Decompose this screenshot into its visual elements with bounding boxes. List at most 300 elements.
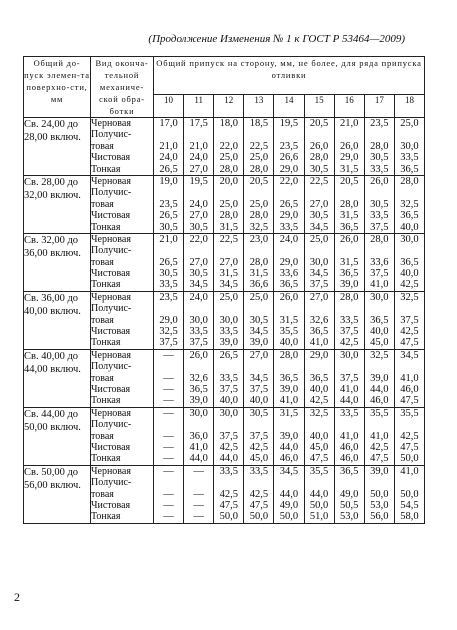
allowance-value: 42,5 (340, 337, 359, 349)
allowance-value (154, 303, 183, 314)
allowance-value: 54,5 (400, 499, 419, 511)
allowance-value: 19,0 (159, 175, 178, 187)
allowance-value: 20,0 (219, 175, 238, 187)
allowance-value (184, 187, 213, 198)
allowance-value: 36,5 (370, 314, 389, 326)
allowance-values (154, 233, 184, 291)
allowance-value: 30,5 (249, 407, 269, 419)
allowance-value: 29,0 (159, 314, 178, 326)
machining-type-label: Тонкая (91, 221, 121, 233)
allowance-values (364, 118, 394, 176)
allowance-value: 30,5 (159, 268, 178, 280)
allowance-value: — (163, 407, 174, 419)
machining-types (91, 349, 154, 407)
allowance-value: 25,0 (249, 198, 269, 210)
machining-type-label: Получис- (91, 187, 132, 199)
row-number-13: 13 (244, 94, 274, 117)
tolerance-range: Св. 24,00 до 28,00 включ. (24, 118, 91, 176)
allowance-value (395, 361, 424, 372)
machining-types (91, 233, 154, 291)
allowance-values (244, 407, 274, 465)
allowance-value: 33,5 (249, 465, 269, 477)
allowance-value: 40,0 (249, 395, 269, 407)
allowance-value: 37,5 (249, 430, 269, 442)
allowance-value: 34,5 (309, 268, 329, 280)
allowance-value: 36,5 (400, 256, 419, 268)
allowance-values (394, 407, 424, 465)
machining-type-label: Получис- (91, 361, 132, 373)
allowance-value: — (163, 349, 174, 361)
allowance-value (244, 245, 273, 256)
allowance-value: 33,5 (189, 326, 208, 338)
allowance-value (184, 361, 213, 372)
allowance-values (154, 118, 184, 176)
tolerance-range: Св. 50,00 до 56,00 включ. (24, 465, 91, 523)
allowance-value: 27,0 (189, 256, 208, 268)
allowance-value: 36,6 (249, 279, 269, 291)
allowance-values (364, 233, 394, 291)
allowance-value: 37,5 (159, 337, 178, 349)
allowance-value (154, 477, 183, 488)
allowance-value: 33,5 (219, 465, 238, 477)
allowance-value: 42,5 (249, 488, 269, 500)
allowance-values (394, 291, 424, 349)
allowance-value: — (163, 511, 174, 523)
allowance-values (274, 291, 304, 349)
allowance-values (334, 291, 364, 349)
allowance-value (154, 187, 183, 198)
allowance-value (244, 187, 273, 198)
allowance-value (395, 477, 424, 488)
allowance-values (304, 349, 334, 407)
allowance-value: 31,5 (279, 407, 299, 419)
allowance-value: 29,0 (279, 210, 299, 222)
machining-type-label: Тонкая (91, 163, 121, 175)
allowance-value: 44,0 (219, 453, 238, 465)
allowance-value (365, 419, 394, 430)
allowance-value (214, 419, 243, 430)
allowance-value (154, 129, 183, 140)
allowance-value: 26,6 (279, 152, 299, 164)
allowance-value: 39,0 (340, 279, 359, 291)
allowance-value: 26,0 (370, 175, 389, 187)
machining-types (91, 465, 154, 523)
allowance-value: 39,0 (189, 395, 208, 407)
machining-type-label: Чистовая (91, 441, 131, 453)
machining-type-label: Черновая (91, 349, 131, 361)
allowance-value: 24,0 (189, 291, 208, 303)
allowance-value (184, 245, 213, 256)
allowance-value: 34,5 (189, 279, 208, 291)
allowance-value: 47,5 (400, 441, 419, 453)
allowance-value (154, 419, 183, 430)
allowance-value (335, 187, 364, 198)
machining-type-label: товая (91, 314, 114, 326)
allowance-values (184, 407, 214, 465)
allowance-value (365, 187, 394, 198)
allowance-value: 40,0 (279, 337, 299, 349)
allowance-value (365, 245, 394, 256)
allowance-value: 45,0 (309, 441, 329, 453)
machining-type-label: Тонкая (91, 337, 121, 349)
allowance-values (304, 175, 334, 233)
allowance-value: 28,0 (370, 140, 389, 152)
col-header-allowance: Общий припуск на сторону, мм, не более, для ряда припуска отливки (154, 57, 425, 95)
allowance-value (274, 245, 303, 256)
allowance-value: 40,0 (400, 221, 419, 233)
allowance-value: 49,0 (340, 488, 359, 500)
allowance-value: 22,0 (279, 175, 299, 187)
allowance-value: 30,0 (309, 256, 329, 268)
machining-type-label: Тонкая (91, 279, 121, 291)
allowance-values (394, 175, 424, 233)
allowance-value (184, 129, 213, 140)
allowance-value (365, 477, 394, 488)
allowance-value (274, 303, 303, 314)
allowance-values (154, 291, 184, 349)
allowance-value: 28,0 (249, 256, 269, 268)
allowance-values (364, 407, 394, 465)
allowance-value: 20,5 (249, 175, 269, 187)
allowance-value: 33,6 (279, 268, 299, 280)
allowance-value: 34,5 (400, 349, 419, 361)
allowance-values (394, 349, 424, 407)
allowance-value: 58,0 (400, 511, 419, 523)
machining-type-label: Черновая (91, 175, 131, 187)
allowance-value: 40,0 (309, 430, 329, 442)
allowance-value: 28,0 (279, 349, 299, 361)
allowance-value: — (163, 453, 174, 465)
allowance-value: 39,0 (279, 430, 299, 442)
allowance-values (304, 233, 334, 291)
allowance-values (364, 291, 394, 349)
allowance-value: 37,5 (249, 383, 269, 395)
allowance-value: 25,0 (309, 233, 329, 245)
allowance-values (364, 175, 394, 233)
allowance-value: 25,0 (400, 118, 419, 129)
row-number-18: 18 (394, 94, 424, 117)
allowance-values (214, 465, 244, 523)
allowance-value (244, 303, 273, 314)
allowance-value: 44,0 (279, 441, 299, 453)
allowance-value: 49,0 (279, 499, 299, 511)
machining-type-label: товая (91, 256, 114, 268)
machining-type-label: Получис- (91, 245, 132, 257)
allowance-values (274, 233, 304, 291)
row-number-16: 16 (334, 94, 364, 117)
table-row (24, 407, 425, 465)
allowance-value: 46,0 (370, 395, 389, 407)
allowance-value: 23,5 (279, 140, 299, 152)
allowance-value: 39,0 (219, 337, 238, 349)
row-number-11: 11 (184, 94, 214, 117)
allowance-value: 30,5 (370, 198, 389, 210)
allowance-values (154, 465, 184, 523)
allowance-value (395, 303, 424, 314)
allowance-values (244, 118, 274, 176)
allowance-value: 30,5 (189, 221, 208, 233)
allowance-value: 26,5 (219, 349, 238, 361)
allowance-value: 20,5 (309, 118, 329, 129)
machining-type-label: Чистовая (91, 499, 131, 511)
machining-type-label: Черновая (91, 465, 131, 477)
allowance-values (394, 465, 424, 523)
machining-types (91, 118, 154, 176)
allowance-value (305, 187, 334, 198)
row-number-12: 12 (214, 94, 244, 117)
allowance-value: 29,0 (279, 256, 299, 268)
tolerance-range: Св. 36,00 до 40,00 включ. (24, 291, 91, 349)
table-row (24, 233, 425, 291)
allowance-value: 24,0 (189, 152, 208, 164)
allowance-value: 32,5 (400, 291, 419, 303)
allowance-value: 26,5 (159, 210, 178, 222)
allowance-value: 21,0 (189, 140, 208, 152)
allowance-value: 32,5 (159, 326, 178, 338)
machining-types (91, 291, 154, 349)
allowance-value: 32,5 (309, 407, 329, 419)
allowance-values (304, 407, 334, 465)
allowance-value: 56,0 (370, 511, 389, 523)
allowance-values (244, 349, 274, 407)
allowance-value: 20,5 (340, 175, 359, 187)
allowance-values (304, 118, 334, 176)
allowance-value (305, 245, 334, 256)
allowance-value: 21,0 (159, 140, 178, 152)
allowance-value: 19,5 (189, 175, 208, 187)
allowance-values (334, 407, 364, 465)
machining-type-label: товая (91, 140, 114, 152)
allowance-value: 25,0 (219, 152, 238, 164)
machining-types (91, 407, 154, 465)
allowance-value: 37,5 (370, 221, 389, 233)
allowance-value: 30,0 (400, 140, 419, 152)
allowance-value: 27,0 (309, 198, 329, 210)
allowance-value: 29,0 (340, 152, 359, 164)
allowance-value: 33,5 (370, 163, 389, 175)
allowance-value: — (163, 499, 174, 511)
allowance-value: 28,0 (219, 163, 238, 175)
allowance-value (395, 129, 424, 140)
allowance-value: 39,0 (370, 372, 389, 384)
allowance-value: 22,0 (219, 140, 238, 152)
allowance-value: 44,0 (340, 395, 359, 407)
allowance-value: 36,5 (279, 372, 299, 384)
allowance-value: 40,0 (370, 326, 389, 338)
allowance-values (334, 465, 364, 523)
allowance-value (274, 419, 303, 430)
allowance-value (305, 477, 334, 488)
allowance-value: 33,5 (370, 210, 389, 222)
allowance-value: 29,0 (309, 349, 329, 361)
allowance-value: 39,0 (249, 337, 269, 349)
allowance-value: 36,5 (340, 465, 359, 477)
allowance-values (334, 233, 364, 291)
allowance-value: 41,0 (400, 372, 419, 384)
col-header-tolerance: Общий до-пуск элемен-та поверхно-сти, мм (24, 57, 91, 118)
allowance-value: 41,0 (400, 465, 419, 477)
allowance-value: 37,5 (189, 337, 208, 349)
allowance-value: 29,0 (279, 163, 299, 175)
allowance-table (23, 56, 425, 524)
allowance-value: 30,0 (219, 314, 238, 326)
allowance-value: 37,5 (340, 326, 359, 338)
allowance-value: 32,5 (370, 349, 389, 361)
machining-type-label: Чистовая (91, 268, 131, 280)
allowance-value (305, 361, 334, 372)
allowance-value: — (163, 372, 174, 384)
allowance-value: 18,5 (249, 118, 269, 129)
allowance-value: 22,5 (309, 175, 329, 187)
allowance-values (214, 118, 244, 176)
allowance-value (335, 477, 364, 488)
allowance-values (274, 465, 304, 523)
allowance-value (274, 187, 303, 198)
allowance-value: — (193, 499, 204, 511)
allowance-value: 50,5 (340, 499, 359, 511)
allowance-value: 24,0 (279, 233, 299, 245)
table-row (24, 291, 425, 349)
allowance-value: 31,5 (219, 268, 238, 280)
allowance-value: 47,5 (400, 337, 419, 349)
allowance-value: 50,0 (309, 499, 329, 511)
allowance-value: 46,0 (340, 453, 359, 465)
allowance-value: 33,6 (370, 256, 389, 268)
allowance-values (214, 349, 244, 407)
machining-type-label: Черновая (91, 291, 131, 303)
allowance-value: 25,0 (249, 291, 269, 303)
allowance-values (304, 465, 334, 523)
allowance-value: 26,0 (189, 349, 208, 361)
allowance-value: 53,0 (340, 511, 359, 523)
allowance-value: 36,5 (309, 326, 329, 338)
allowance-value: 21,0 (340, 118, 359, 129)
allowance-value: 30,0 (189, 407, 208, 419)
allowance-value: 47,5 (309, 453, 329, 465)
machining-type-label: Чистовая (91, 383, 131, 395)
machining-type-label: Черновая (91, 118, 131, 129)
allowance-values (184, 465, 214, 523)
allowance-value: 30,5 (309, 210, 329, 222)
allowance-value: 28,0 (249, 210, 269, 222)
allowance-value (184, 419, 213, 430)
table-row (24, 465, 425, 523)
allowance-values (184, 233, 214, 291)
allowance-value: 42,5 (309, 395, 329, 407)
allowance-value: 31,5 (279, 314, 299, 326)
machining-type-label: Чистовая (91, 326, 131, 338)
allowance-value: 36,0 (189, 430, 208, 442)
allowance-value: 41,0 (370, 430, 389, 442)
allowance-value (305, 419, 334, 430)
allowance-value: 23,0 (249, 233, 269, 245)
allowance-value (335, 129, 364, 140)
allowance-value: 33,5 (340, 314, 359, 326)
allowance-value: 32,5 (400, 198, 419, 210)
machining-type-label: Тонкая (91, 511, 121, 523)
allowance-value (365, 361, 394, 372)
allowance-value: 26,5 (159, 256, 178, 268)
allowance-value: 50,0 (279, 511, 299, 523)
allowance-value: 33,5 (340, 407, 359, 419)
allowance-value: 39,0 (279, 383, 299, 395)
allowance-value: 37,5 (340, 372, 359, 384)
allowance-value: 46,0 (400, 383, 419, 395)
machining-type-label: Тонкая (91, 453, 121, 465)
allowance-value: 50,0 (400, 488, 419, 500)
allowance-value: 41,0 (309, 337, 329, 349)
allowance-value: 26,0 (340, 233, 359, 245)
allowance-values (244, 291, 274, 349)
allowance-value: 33,5 (400, 152, 419, 164)
allowance-value: 53,0 (370, 499, 389, 511)
allowance-value: 34,5 (309, 221, 329, 233)
allowance-value: — (163, 488, 174, 500)
allowance-values (154, 175, 184, 233)
row-number-10: 10 (154, 94, 184, 117)
allowance-value: 47,5 (400, 395, 419, 407)
allowance-value: 21,0 (159, 233, 178, 245)
allowance-value (214, 361, 243, 372)
allowance-value: 36,5 (400, 163, 419, 175)
allowance-value: 44,0 (370, 383, 389, 395)
allowance-value: 27,0 (189, 163, 208, 175)
allowance-value: 24,0 (189, 198, 208, 210)
allowance-value: 44,0 (189, 453, 208, 465)
allowance-value: 36,5 (340, 221, 359, 233)
allowance-value: 30,5 (249, 314, 269, 326)
allowance-value: 28,0 (340, 198, 359, 210)
allowance-value (335, 361, 364, 372)
machining-type-label: Получис- (91, 303, 132, 315)
row-number-15: 15 (304, 94, 334, 117)
allowance-value (365, 129, 394, 140)
allowance-value: 22,5 (219, 233, 238, 245)
machining-type-label: Получис- (91, 477, 132, 489)
allowance-value: 35,5 (400, 407, 419, 419)
allowance-value: 26,5 (279, 198, 299, 210)
allowance-value: 40,0 (309, 383, 329, 395)
allowance-value: 42,5 (400, 430, 419, 442)
allowance-value: 28,0 (340, 291, 359, 303)
allowance-values (364, 349, 394, 407)
allowance-values (184, 175, 214, 233)
allowance-value: 42,5 (400, 326, 419, 338)
allowance-value: — (163, 441, 174, 453)
allowance-values (394, 118, 424, 176)
allowance-value: 36,5 (309, 372, 329, 384)
allowance-value: 36,5 (400, 210, 419, 222)
allowance-value: 34,5 (249, 326, 269, 338)
allowance-values (214, 175, 244, 233)
allowance-value: 50,0 (219, 511, 238, 523)
allowance-value: 26,0 (279, 291, 299, 303)
allowance-value: 36,5 (279, 279, 299, 291)
allowance-values (154, 349, 184, 407)
allowance-value: 37,5 (309, 279, 329, 291)
allowance-value: 40,0 (400, 268, 419, 280)
allowance-value: 25,0 (219, 198, 238, 210)
tolerance-range: Св. 28,00 до 32,00 включ. (24, 175, 91, 233)
allowance-value: 26,0 (309, 140, 329, 152)
allowance-value (244, 361, 273, 372)
allowance-value (395, 419, 424, 430)
allowance-value: 22,0 (189, 233, 208, 245)
allowance-values (304, 291, 334, 349)
machining-type-label: Тонкая (91, 395, 121, 407)
allowance-value (214, 129, 243, 140)
allowance-value: 30,0 (189, 314, 208, 326)
